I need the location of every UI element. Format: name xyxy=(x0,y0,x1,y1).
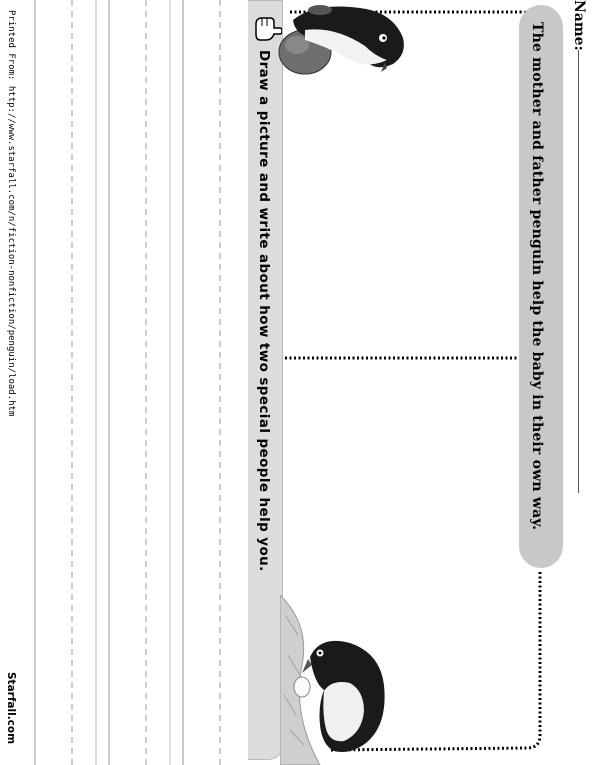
instruction-text: Draw a picture and write about how two special people help you. xyxy=(256,50,272,572)
name-line[interactable] xyxy=(578,50,579,493)
printed-from-url: Printed From: http://www.starfall.com/n/fiction-nonfiction/penguin/load.htm xyxy=(6,10,16,417)
prompt-text: The mother and father penguin help the baby in their own way. xyxy=(529,22,545,531)
name-label: Name: xyxy=(571,0,587,51)
penguin-parents-illustration xyxy=(275,0,410,82)
starfall-brand: Starfall.com xyxy=(5,672,17,745)
penguin-with-egg-illustration xyxy=(280,595,390,765)
